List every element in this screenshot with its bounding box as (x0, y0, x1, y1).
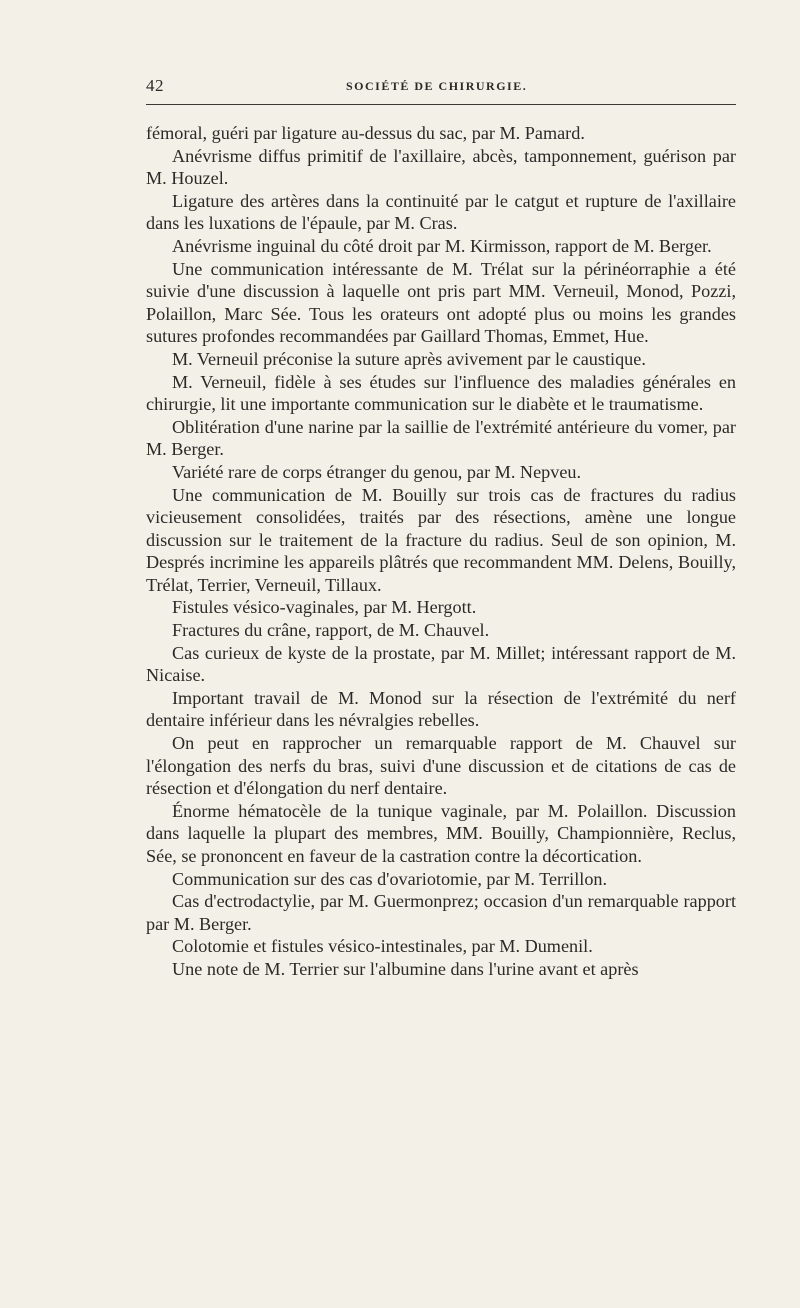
paragraph: On peut en rapprocher un remarquable rapport de M. Chauvel sur l'élongation des nerfs du bras, suivi d'une discussion et de citations de cas de résection et d'élongation du nerf dentaire. (146, 733, 736, 799)
page-number: 42 (146, 76, 164, 95)
paragraph: Une note de M. Terrier sur l'albumine dans l'urine avant et après (172, 958, 639, 979)
body-text (146, 122, 736, 981)
paragraph: Une communication intéressante de M. Trélat sur la périnéorraphie a été suivie d'une discussion à laquelle ont pris part MM. Verneuil, Monod, Pozzi, Polaillon, Marc Sée. Tous les orateurs ont adopté plus ou moins les grandes sutures profondes recommandées par Gaillard Thomas, Emmet, Hue. (146, 258, 736, 347)
paragraph: Colotomie et fistules vésico-intestinales, par M. Dumenil. (172, 936, 593, 957)
paragraph: Anévrisme diffus primitif de l'axillaire, abcès, tamponnement, guérison par M. Houzel. (146, 145, 736, 189)
paragraph: Oblitération d'une narine par la saillie de l'extrémité antérieure du vomer, par M. Berger. (146, 416, 736, 460)
running-head: SOCIÉTÉ DE CHIRURGIE. (346, 79, 528, 93)
paragraph: Cas curieux de kyste de la prostate, par M. Millet; intéressant rapport de M. Nicaise. (146, 642, 736, 686)
paragraph: Ligature des artères dans la continuité par le catgut et rupture de l'axillaire dans les luxations de l'épaule, par M. Cras. (146, 190, 736, 234)
paragraph: M. Verneuil, fidèle à ses études sur l'influence des maladies générales en chirurgie, lit une importante communication sur le diabète et le traumatisme. (146, 371, 736, 415)
paragraph: Une communication de M. Bouilly sur trois cas de fractures du radius vicieusement consolidées, traités par des résections, amène une longue discussion sur le traitement de la fracture du radius. Seul de son opinion, M. Després incrimine les appareils plâtrés que recommandent MM. Delens, Bouilly, Trélat, Terrier, Verneuil, Tillaux. (146, 484, 736, 595)
paragraph: Cas d'ectrodactylie, par M. Guermonprez; occasion d'un remarquable rapport par M. Berger. (146, 891, 736, 934)
header-rule (146, 104, 736, 105)
paragraph: Fractures du crâne, rapport, de M. Chauvel. (172, 620, 490, 641)
paragraph: Énorme hématocèle de la tunique vaginale, par M. Polaillon. Discussion dans laquelle la plupart des membres, MM. Bouilly, Championnière, Reclus, Sée, se prononcent en faveur de la castration contre la décortication. (146, 800, 736, 866)
paragraph: Communication sur des cas d'ovariotomie, par M. Terrillon. (172, 868, 608, 889)
paragraph: Fistules vésico-vaginales, par M. Hergott. (172, 597, 477, 618)
paragraph: Variété rare de corps étranger du genou, par M. Nepveu. (172, 461, 582, 482)
paragraph: M. Verneuil préconise la suture après avivement par le caustique. (172, 348, 646, 369)
paragraph: fémoral, guéri par ligature au-dessus du sac, par M. Pamard. (146, 123, 585, 143)
paragraph: Important travail de M. Monod sur la résection de l'extrémité du nerf dentaire inférieur dans les névralgies rebelles. (146, 687, 736, 731)
paragraph: Anévrisme inguinal du côté droit par M. Kirmisson, rapport de M. Berger. (172, 235, 712, 256)
page-header (146, 76, 736, 100)
